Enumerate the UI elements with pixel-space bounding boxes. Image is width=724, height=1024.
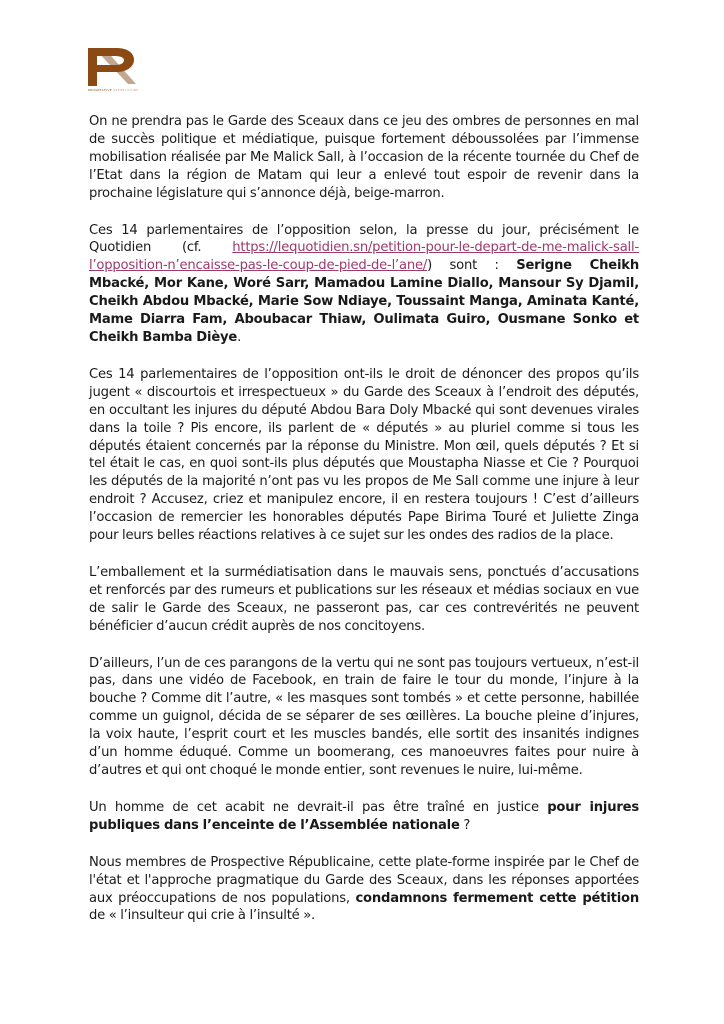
paragraph-7-bold: condamnons fermement cette pétition — [355, 890, 639, 906]
paragraph-5: D’ailleurs, l’un de ces parangons de la vertu qui ne sont pas toujours vertueux, n’est-il pas, dans une vidéo de Facebook, en train de faire le tour du monde, l’injure à la bouche ? Comme dit l’autre, « les masques sont tombés » et cette personne, habillée comme un guignol, décida de se séparer de ses œillères. La bouche pleine d’injures, la voix haute, l’esprit court et les muscles bandés, elle sortit des insanités indignes d’un homme éduqué. Comme un boomerang, ces manoeuvres faites pour nuire à d’autres et qui ont choqué le monde entier, sont revenues le nuire, lui-même. — [89, 655, 639, 778]
document-body — [89, 113, 639, 944]
paragraph-2-after-link: ) sont : — [427, 258, 517, 274]
paragraph-6-end: ? — [459, 817, 471, 833]
logo-tagline-part2: RÉPUBLICAINE — [113, 88, 139, 92]
prospective-republicaine-logo — [88, 44, 148, 94]
paragraph-7-end: de « l’insulteur qui crie à l’insulté ». — [89, 908, 316, 924]
paragraph-1: On ne prendra pas le Garde des Sceaux dans ce jeu des ombres de personnes en mal de succès politique et médiatique, puisque fortement déboussolées par l’immense mobilisation réalisée par Me Malick Sall, à l’occasion de la récente tournée du Chef de l’Etat dans la région de Matam qui leur a enlevé tout espoir de revenir dans la prochaine législature qui s’annonce déjà, beige-marron. — [89, 114, 639, 201]
logo-tagline-part1: PROSPECTIVE — [88, 88, 112, 92]
paragraph-6-intro: Un homme de cet acabit ne devrait-il pas être traîné en justice — [89, 799, 548, 815]
logo-tagline — [88, 88, 139, 92]
deputies-names-list: Serigne Cheikh Mbacké, Mor Kane, Woré Sarr, Mamadou Lamine Diallo, Mansour Sy Djamil, Cheikh Abdou Mbacké, Marie Sow Ndiaye, Toussaint Manga, Aminata Kanté, Mame Diarra Fam, Aboubacar Thiaw, Oulimata Guiro, Ousmane Sonko et Cheikh Bamba Dièye — [89, 258, 639, 345]
paragraph-2-intro: Ces 14 parlementaires de l’opposition selon, la presse du jour, précisément le Quotidien (cf. — [89, 222, 639, 256]
paragraph-2 — [89, 222, 639, 347]
paragraph-3: Ces 14 parlementaires de l’opposition ont-ils le droit de dénoncer des propos qu’ils jugent « discourtois et irrespectueux » du Garde des Sceaux à l’endroit des députés, en occultant les injures du député Abdou Bara Doly Mbacké qui sont devenues virales dans la toile ? Pis encore, ils parlent de « députés » au pluriel comme si tous les députés étaient concernés par la réponse du Ministre. Mon œil, quels députés ? Et si tel était le cas, en quoi sont-ils plus députés que Moustapha Niasse et Cie ? Pourquoi les députés de la majorité n’ont pas vu les propos de Me Sall comme une injure à leur endroit ? Accusez, criez et manipulez encore, il en restera toujours ! C’est d’ailleurs l’occasion de remercier les honorables députés Pape Birima Touré et Juliette Zinga pour leurs belles réactions relatives à ce sujet sur les ondes des radios de la place. — [89, 366, 639, 544]
lequotidien-article-link[interactable]: https://lequotidien.sn/petition-pour-le-depart-de-me-malick-sall-l’opposition-n’encaisse-pas-le-coup-de-pied-de-l’ane/ — [89, 240, 639, 274]
paragraph-2-end: . — [237, 329, 242, 345]
paragraph-6 — [89, 799, 639, 835]
paragraph-6-bold: pour injures publiques dans l’enceinte de l’Assemblée nationale — [89, 799, 640, 833]
paragraph-4: L’emballement et la surmédiatisation dans le mauvais sens, ponctués d’accusations et renforcés par des rumeurs et publications sur les réseaux et médias sociaux en vue de salir le Garde des Sceaux, ne passeront pas, car ces contrevérités ne peuvent bénéficier d’aucun crédit auprès de nos concitoyens. — [89, 564, 639, 634]
logo-r-icon — [88, 44, 148, 90]
paragraph-7 — [89, 854, 639, 926]
paragraph-7-intro: Nous membres de Prospective Républicaine, cette plate-forme inspirée par le Chef de l'état et l'approche pragmatique du Garde des Sceaux, dans les réponses apportées aux préoccupations de nos populations, — [89, 854, 639, 906]
